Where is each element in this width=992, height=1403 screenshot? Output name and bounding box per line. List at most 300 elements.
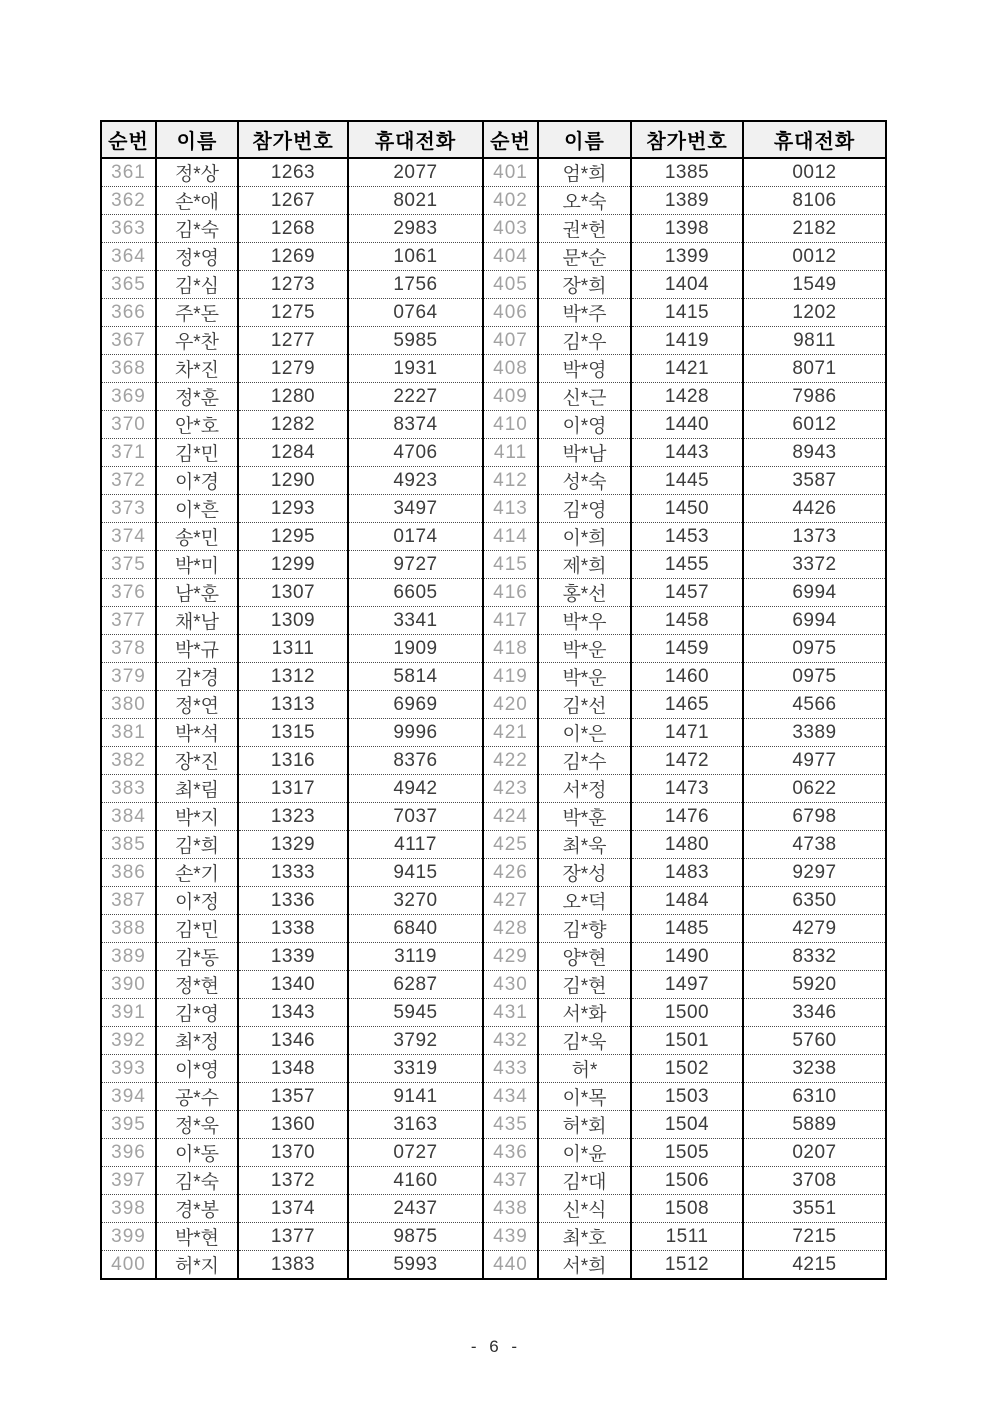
- seq-cell: 396: [101, 1139, 156, 1167]
- name-cell: 김*대: [538, 1167, 631, 1195]
- phone-cell: 3319: [348, 1055, 483, 1083]
- entry-no-cell: 1399: [631, 243, 743, 271]
- seq-cell: 398: [101, 1195, 156, 1223]
- entry-no-cell: 1504: [631, 1111, 743, 1139]
- phone-cell: 5985: [348, 327, 483, 355]
- name-cell: 김*수: [538, 747, 631, 775]
- table-row: [101, 158, 886, 187]
- name-cell: 장*진: [156, 747, 238, 775]
- name-cell: 김*동: [156, 943, 238, 971]
- phone-cell: 3238: [743, 1055, 886, 1083]
- seq-cell: 405: [483, 271, 538, 299]
- seq-cell: 409: [483, 383, 538, 411]
- phone-cell: 3497: [348, 495, 483, 523]
- name-cell: 김*우: [538, 327, 631, 355]
- phone-cell: 0012: [743, 158, 886, 187]
- entry-no-cell: 1370: [238, 1139, 348, 1167]
- seq-cell: 428: [483, 915, 538, 943]
- seq-cell: 392: [101, 1027, 156, 1055]
- phone-cell: 3341: [348, 607, 483, 635]
- phone-cell: 2437: [348, 1195, 483, 1223]
- phone-cell: 6994: [743, 607, 886, 635]
- name-cell: 박*남: [538, 439, 631, 467]
- table-body: [101, 158, 886, 1279]
- phone-cell: 4215: [743, 1251, 886, 1280]
- phone-cell: 4117: [348, 831, 483, 859]
- name-cell: 이*동: [156, 1139, 238, 1167]
- name-cell: 차*진: [156, 355, 238, 383]
- entry-no-cell: 1421: [631, 355, 743, 383]
- phone-cell: 5814: [348, 663, 483, 691]
- name-cell: 안*호: [156, 411, 238, 439]
- table-row: [101, 1139, 886, 1167]
- table-row: [101, 299, 886, 327]
- seq-cell: 433: [483, 1055, 538, 1083]
- seq-cell: 369: [101, 383, 156, 411]
- entry-no-cell: 1511: [631, 1223, 743, 1251]
- entry-no-cell: 1293: [238, 495, 348, 523]
- name-cell: 김*현: [538, 971, 631, 999]
- table-row: [101, 635, 886, 663]
- name-cell: 박*영: [538, 355, 631, 383]
- seq-cell: 422: [483, 747, 538, 775]
- entry-no-cell: 1317: [238, 775, 348, 803]
- phone-cell: 8374: [348, 411, 483, 439]
- name-cell: 허*회: [538, 1111, 631, 1139]
- name-cell: 최*림: [156, 775, 238, 803]
- seq-cell: 407: [483, 327, 538, 355]
- entry-no-cell: 1443: [631, 439, 743, 467]
- seq-cell: 408: [483, 355, 538, 383]
- entry-no-cell: 1497: [631, 971, 743, 999]
- entry-no-cell: 1490: [631, 943, 743, 971]
- entry-no-cell: 1311: [238, 635, 348, 663]
- phone-cell: 4160: [348, 1167, 483, 1195]
- seq-cell: 384: [101, 803, 156, 831]
- entry-no-cell: 1269: [238, 243, 348, 271]
- phone-cell: 4738: [743, 831, 886, 859]
- phone-cell: 9297: [743, 859, 886, 887]
- phone-cell: 1549: [743, 271, 886, 299]
- phone-cell: 2983: [348, 215, 483, 243]
- table-row: [101, 831, 886, 859]
- phone-cell: 4923: [348, 467, 483, 495]
- name-cell: 정*영: [156, 243, 238, 271]
- table-row: [101, 1167, 886, 1195]
- seq-cell: 377: [101, 607, 156, 635]
- seq-cell: 365: [101, 271, 156, 299]
- name-cell: 경*봉: [156, 1195, 238, 1223]
- phone-cell: 5945: [348, 999, 483, 1027]
- entry-no-cell: 1329: [238, 831, 348, 859]
- seq-cell: 430: [483, 971, 538, 999]
- name-cell: 이*경: [156, 467, 238, 495]
- table-row: [101, 691, 886, 719]
- name-cell: 채*남: [156, 607, 238, 635]
- entry-no-cell: 1309: [238, 607, 348, 635]
- entry-no-cell: 1502: [631, 1055, 743, 1083]
- table-row: [101, 1083, 886, 1111]
- seq-cell: 423: [483, 775, 538, 803]
- name-cell: 박*운: [538, 635, 631, 663]
- entry-no-cell: 1275: [238, 299, 348, 327]
- name-cell: 박*현: [156, 1223, 238, 1251]
- seq-cell: 388: [101, 915, 156, 943]
- entry-no-cell: 1307: [238, 579, 348, 607]
- seq-cell: 400: [101, 1251, 156, 1280]
- phone-cell: 6012: [743, 411, 886, 439]
- table-row: [101, 327, 886, 355]
- entry-no-cell: 1484: [631, 887, 743, 915]
- phone-cell: 3119: [348, 943, 483, 971]
- name-cell: 손*애: [156, 187, 238, 215]
- entry-no-cell: 1333: [238, 859, 348, 887]
- phone-cell: 6310: [743, 1083, 886, 1111]
- name-cell: 정*욱: [156, 1111, 238, 1139]
- name-cell: 박*석: [156, 719, 238, 747]
- table-row: [101, 859, 886, 887]
- header-row: [101, 121, 886, 158]
- name-cell: 정*연: [156, 691, 238, 719]
- name-cell: 신*근: [538, 383, 631, 411]
- name-cell: 박*우: [538, 607, 631, 635]
- table-row: [101, 1055, 886, 1083]
- entry-no-cell: 1508: [631, 1195, 743, 1223]
- phone-cell: 6994: [743, 579, 886, 607]
- phone-cell: 3270: [348, 887, 483, 915]
- seq-cell: 420: [483, 691, 538, 719]
- name-cell: 김*희: [156, 831, 238, 859]
- seq-cell: 374: [101, 523, 156, 551]
- entry-no-cell: 1501: [631, 1027, 743, 1055]
- table-row: [101, 579, 886, 607]
- phone-cell: 5993: [348, 1251, 483, 1280]
- entry-no-cell: 1280: [238, 383, 348, 411]
- phone-cell: 0207: [743, 1139, 886, 1167]
- seq-cell: 397: [101, 1167, 156, 1195]
- phone-cell: 0727: [348, 1139, 483, 1167]
- name-cell: 박*주: [538, 299, 631, 327]
- entry-no-cell: 1290: [238, 467, 348, 495]
- table-row: [101, 187, 886, 215]
- phone-cell: 4566: [743, 691, 886, 719]
- entry-no-cell: 1268: [238, 215, 348, 243]
- entry-no-cell: 1485: [631, 915, 743, 943]
- phone-cell: 8071: [743, 355, 886, 383]
- phone-cell: 7037: [348, 803, 483, 831]
- entry-no-cell: 1450: [631, 495, 743, 523]
- phone-cell: 1061: [348, 243, 483, 271]
- table-row: [101, 215, 886, 243]
- name-cell: 우*찬: [156, 327, 238, 355]
- table-row: [101, 551, 886, 579]
- entry-no-cell: 1476: [631, 803, 743, 831]
- name-cell: 홍*선: [538, 579, 631, 607]
- phone-cell: 9415: [348, 859, 483, 887]
- name-cell: 김*민: [156, 439, 238, 467]
- table-row: [101, 355, 886, 383]
- entry-no-cell: 1339: [238, 943, 348, 971]
- entry-no-cell: 1415: [631, 299, 743, 327]
- name-cell: 문*순: [538, 243, 631, 271]
- phone-cell: 3346: [743, 999, 886, 1027]
- entry-no-cell: 1295: [238, 523, 348, 551]
- name-cell: 김*숙: [156, 215, 238, 243]
- entry-no-cell: 1500: [631, 999, 743, 1027]
- entry-no-cell: 1473: [631, 775, 743, 803]
- column-header-seq-left: 순번: [101, 121, 156, 158]
- phone-cell: 0975: [743, 663, 886, 691]
- phone-cell: 4977: [743, 747, 886, 775]
- entry-no-cell: 1445: [631, 467, 743, 495]
- entry-no-cell: 1343: [238, 999, 348, 1027]
- column-header-phone-right: 휴대전화: [743, 121, 886, 158]
- entry-no-cell: 1465: [631, 691, 743, 719]
- phone-cell: 2077: [348, 158, 483, 187]
- phone-cell: 1909: [348, 635, 483, 663]
- phone-cell: 4279: [743, 915, 886, 943]
- phone-cell: 6350: [743, 887, 886, 915]
- name-cell: 이*영: [156, 1055, 238, 1083]
- phone-cell: 9811: [743, 327, 886, 355]
- phone-cell: 4706: [348, 439, 483, 467]
- table-row: [101, 747, 886, 775]
- seq-cell: 393: [101, 1055, 156, 1083]
- seq-cell: 429: [483, 943, 538, 971]
- phone-cell: 5760: [743, 1027, 886, 1055]
- entry-no-cell: 1360: [238, 1111, 348, 1139]
- seq-cell: 368: [101, 355, 156, 383]
- name-cell: 이*윤: [538, 1139, 631, 1167]
- seq-cell: 386: [101, 859, 156, 887]
- table-header: [101, 121, 886, 158]
- entry-no-cell: 1263: [238, 158, 348, 187]
- name-cell: 허*: [538, 1055, 631, 1083]
- entry-no-cell: 1313: [238, 691, 348, 719]
- entry-no-cell: 1512: [631, 1251, 743, 1280]
- seq-cell: 385: [101, 831, 156, 859]
- seq-cell: 382: [101, 747, 156, 775]
- seq-cell: 436: [483, 1139, 538, 1167]
- phone-cell: 3792: [348, 1027, 483, 1055]
- seq-cell: 434: [483, 1083, 538, 1111]
- phone-cell: 6969: [348, 691, 483, 719]
- name-cell: 박*훈: [538, 803, 631, 831]
- seq-cell: 421: [483, 719, 538, 747]
- name-cell: 정*현: [156, 971, 238, 999]
- seq-cell: 379: [101, 663, 156, 691]
- seq-cell: 402: [483, 187, 538, 215]
- seq-cell: 440: [483, 1251, 538, 1280]
- name-cell: 김*향: [538, 915, 631, 943]
- seq-cell: 362: [101, 187, 156, 215]
- table-row: [101, 1111, 886, 1139]
- name-cell: 정*훈: [156, 383, 238, 411]
- entry-no-cell: 1338: [238, 915, 348, 943]
- phone-cell: 6840: [348, 915, 483, 943]
- seq-cell: 412: [483, 467, 538, 495]
- entry-no-cell: 1458: [631, 607, 743, 635]
- table-row: [101, 1195, 886, 1223]
- phone-cell: 3389: [743, 719, 886, 747]
- entry-no-cell: 1312: [238, 663, 348, 691]
- entry-no-cell: 1428: [631, 383, 743, 411]
- phone-cell: 0622: [743, 775, 886, 803]
- seq-cell: 438: [483, 1195, 538, 1223]
- name-cell: 이*정: [156, 887, 238, 915]
- entry-no-cell: 1348: [238, 1055, 348, 1083]
- seq-cell: 410: [483, 411, 538, 439]
- table-row: [101, 439, 886, 467]
- seq-cell: 363: [101, 215, 156, 243]
- name-cell: 제*희: [538, 551, 631, 579]
- entry-no-cell: 1315: [238, 719, 348, 747]
- seq-cell: 431: [483, 999, 538, 1027]
- seq-cell: 376: [101, 579, 156, 607]
- seq-cell: 425: [483, 831, 538, 859]
- name-cell: 이*희: [538, 523, 631, 551]
- phone-cell: 4426: [743, 495, 886, 523]
- seq-cell: 380: [101, 691, 156, 719]
- name-cell: 박*운: [538, 663, 631, 691]
- phone-cell: 5889: [743, 1111, 886, 1139]
- phone-cell: 6798: [743, 803, 886, 831]
- entry-no-cell: 1323: [238, 803, 348, 831]
- name-cell: 서*정: [538, 775, 631, 803]
- name-cell: 오*덕: [538, 887, 631, 915]
- table-row: [101, 1027, 886, 1055]
- name-cell: 공*수: [156, 1083, 238, 1111]
- seq-cell: 416: [483, 579, 538, 607]
- table-row: [101, 999, 886, 1027]
- column-header-seq-right: 순번: [483, 121, 538, 158]
- phone-cell: 1931: [348, 355, 483, 383]
- name-cell: 권*헌: [538, 215, 631, 243]
- phone-cell: 1373: [743, 523, 886, 551]
- name-cell: 허*지: [156, 1251, 238, 1280]
- name-cell: 이*목: [538, 1083, 631, 1111]
- entry-no-cell: 1336: [238, 887, 348, 915]
- table-row: [101, 1223, 886, 1251]
- seq-cell: 394: [101, 1083, 156, 1111]
- phone-cell: 3708: [743, 1167, 886, 1195]
- table-row: [101, 1251, 886, 1280]
- seq-cell: 383: [101, 775, 156, 803]
- name-cell: 김*심: [156, 271, 238, 299]
- entry-no-cell: 1279: [238, 355, 348, 383]
- seq-cell: 401: [483, 158, 538, 187]
- name-cell: 신*식: [538, 1195, 631, 1223]
- seq-cell: 432: [483, 1027, 538, 1055]
- phone-cell: 9875: [348, 1223, 483, 1251]
- column-header-entry-right: 참가번호: [631, 121, 743, 158]
- name-cell: 오*숙: [538, 187, 631, 215]
- entry-no-cell: 1503: [631, 1083, 743, 1111]
- entry-no-cell: 1277: [238, 327, 348, 355]
- table-row: [101, 411, 886, 439]
- table-row: [101, 775, 886, 803]
- name-cell: 손*기: [156, 859, 238, 887]
- entry-no-cell: 1460: [631, 663, 743, 691]
- seq-cell: 373: [101, 495, 156, 523]
- table-row: [101, 523, 886, 551]
- entry-no-cell: 1453: [631, 523, 743, 551]
- table-row: [101, 887, 886, 915]
- seq-cell: 417: [483, 607, 538, 635]
- phone-cell: 1756: [348, 271, 483, 299]
- name-cell: 이*영: [538, 411, 631, 439]
- seq-cell: 424: [483, 803, 538, 831]
- phone-cell: 8021: [348, 187, 483, 215]
- entry-no-cell: 1267: [238, 187, 348, 215]
- entry-no-cell: 1357: [238, 1083, 348, 1111]
- seq-cell: 399: [101, 1223, 156, 1251]
- seq-cell: 403: [483, 215, 538, 243]
- name-cell: 김*경: [156, 663, 238, 691]
- seq-cell: 372: [101, 467, 156, 495]
- table-row: [101, 243, 886, 271]
- phone-cell: 9141: [348, 1083, 483, 1111]
- phone-cell: 3587: [743, 467, 886, 495]
- participant-table: [100, 120, 887, 1280]
- name-cell: 이*흔: [156, 495, 238, 523]
- entry-no-cell: 1340: [238, 971, 348, 999]
- entry-no-cell: 1316: [238, 747, 348, 775]
- seq-cell: 387: [101, 887, 156, 915]
- table-row: [101, 663, 886, 691]
- entry-no-cell: 1282: [238, 411, 348, 439]
- name-cell: 주*돈: [156, 299, 238, 327]
- phone-cell: 1202: [743, 299, 886, 327]
- table-row: [101, 719, 886, 747]
- phone-cell: 5920: [743, 971, 886, 999]
- entry-no-cell: 1346: [238, 1027, 348, 1055]
- phone-cell: 0764: [348, 299, 483, 327]
- table-row: [101, 915, 886, 943]
- seq-cell: 415: [483, 551, 538, 579]
- seq-cell: 361: [101, 158, 156, 187]
- column-header-entry-left: 참가번호: [238, 121, 348, 158]
- name-cell: 최*정: [156, 1027, 238, 1055]
- table-row: [101, 607, 886, 635]
- seq-cell: 395: [101, 1111, 156, 1139]
- seq-cell: 427: [483, 887, 538, 915]
- name-cell: 장*희: [538, 271, 631, 299]
- phone-cell: 8106: [743, 187, 886, 215]
- name-cell: 양*현: [538, 943, 631, 971]
- entry-no-cell: 1471: [631, 719, 743, 747]
- name-cell: 남*훈: [156, 579, 238, 607]
- name-cell: 성*숙: [538, 467, 631, 495]
- table-row: [101, 271, 886, 299]
- phone-cell: 3163: [348, 1111, 483, 1139]
- column-header-name-right: 이름: [538, 121, 631, 158]
- table-row: [101, 495, 886, 523]
- phone-cell: 0012: [743, 243, 886, 271]
- name-cell: 서*화: [538, 999, 631, 1027]
- phone-cell: 3551: [743, 1195, 886, 1223]
- seq-cell: 375: [101, 551, 156, 579]
- seq-cell: 418: [483, 635, 538, 663]
- seq-cell: 437: [483, 1167, 538, 1195]
- entry-no-cell: 1505: [631, 1139, 743, 1167]
- seq-cell: 414: [483, 523, 538, 551]
- seq-cell: 406: [483, 299, 538, 327]
- name-cell: 김*욱: [538, 1027, 631, 1055]
- seq-cell: 366: [101, 299, 156, 327]
- entry-no-cell: 1404: [631, 271, 743, 299]
- phone-cell: 6605: [348, 579, 483, 607]
